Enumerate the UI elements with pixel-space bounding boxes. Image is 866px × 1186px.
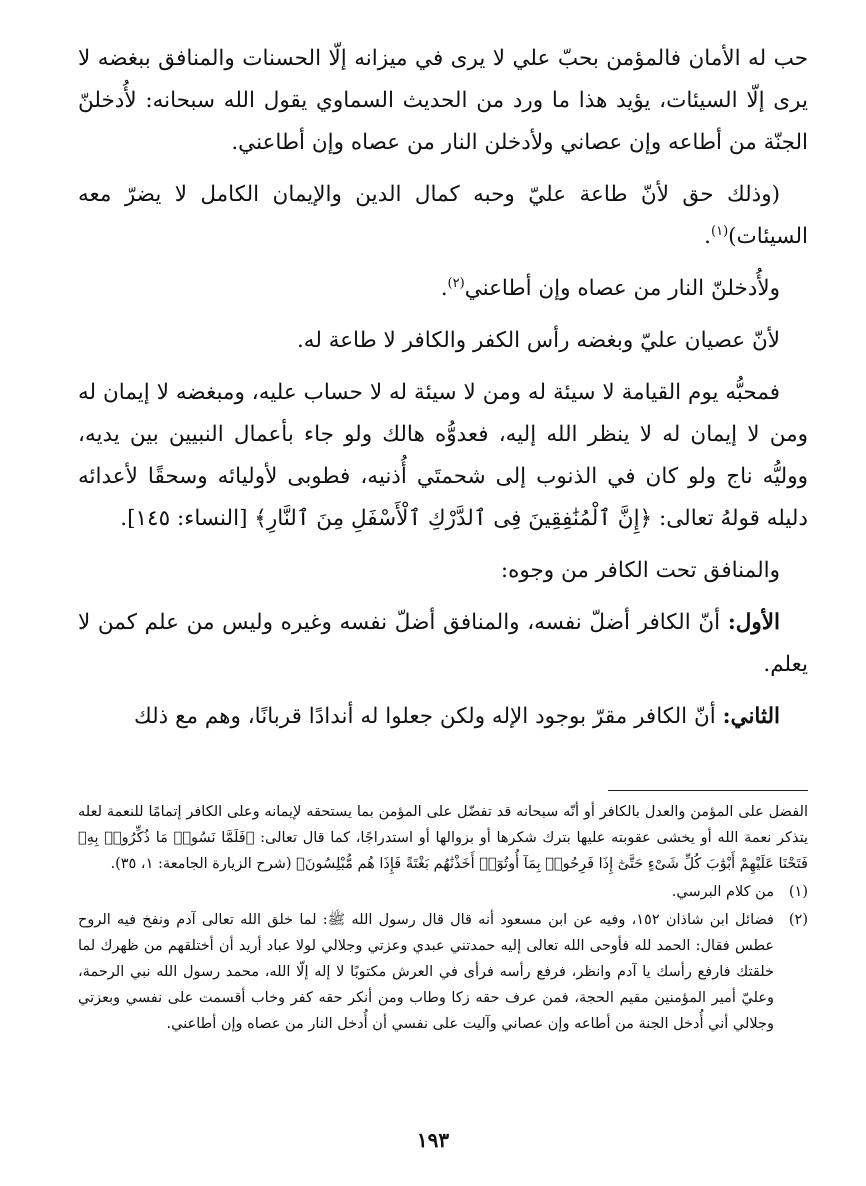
paragraph-7	[78, 602, 808, 686]
paragraph-8	[78, 696, 808, 738]
footnote-continuation: الفضل على المؤمن والعدل بالكافر أو أنّه سبحانه قد تفضّل على المؤمن بما يستحقه لإيمانه وعلى الكافر إتمامًا للنعمة لعله يتذكر نعمة الله أو يخشى عقوبته عليها بترك شكرها أو بزوالها أو استدراجًا، كما قال تعالى: ﴿فَلَمَّا نَسُوا۟ مَا ذُكِّرُوا۟ بِهِۦ فَتَحْنَا عَلَيْهِمْ أَبْوَٰبَ كُلِّ شَىْءٍ حَتَّىٰٓ إِذَا فَرِحُوا۟ بِمَآ أُوتُوٓا۟ أَخَذْنَٰهُم بَغْتَةً فَإِذَا هُم مُّبْلِسُونَ﴾ (شرح الزيارة الجامعة: ١، ٣٥).	[78, 804, 808, 872]
footnote-ref-1[interactable]: (١)	[711, 223, 729, 239]
paragraph-3-end: .	[440, 276, 448, 301]
footnote-2	[78, 907, 808, 1037]
point-first-label: الأول:	[727, 610, 780, 635]
point-second-label: الثاني:	[722, 704, 780, 729]
footnote-1-number: (١)	[788, 884, 808, 900]
paragraph-2-text: (وذلك حق لأنّ طاعة عليّ وحبه كمال الدين والإيمان الكامل لا يضرّ معه السيئات)	[78, 182, 808, 249]
paragraph-2-end: .	[704, 224, 711, 249]
paragraph-1: حب له الأمان فالمؤمن بحبّ علي لا يرى في ميزانه إلّا الحسنات والمنافق ببغضه لا يرى إلّا السيئات، يؤيد هذا ما ورد من الحديث السماوي يقول الله سبحانه: لأُدخلنّ الجنّة من أطاعه وإن عصاني ولأدخلن النار من عصاه وإن أطاعني.	[78, 46, 808, 155]
paragraph-6: والمنافق تحت الكافر من وجوه:	[500, 558, 780, 583]
footnote-2-text: فضائل ابن شاذان ١٥٢، وفيه عن ابن مسعود أنه قال قال رسول الله ﷺ: لما خلق الله تعالى آدم ونفخ فيه الروح عطس فقال: الحمد لله فأوحى الله تعالى إليه حمدتني عبدي وعزتي وجلالي لولا عباد أريد أن أختلقهم من ظهرك لما خلقتك فارفع رأسك يا آدم وانظر، فرفع رأسه فرأى في العرش مكتوبًا لا إله إلّا الله، محمد رسول الله نبي الرحمة، وعليّ أمير المؤمنين مقيم الحجة، فمن عرف حقه زكا وطاب ومن أنكر حقه كفر وخاب أقسمت على نفسي وبعزتي وجلالي أني أُدخل الجنة من أطاعه وإن عصاني وآليت على نفسي أن أُدخل النار من عصاه وإن أطاعني.	[78, 912, 774, 1032]
page-number: ١٩٣	[416, 1128, 450, 1152]
footnote-1-text: من كلام البرسي.	[671, 884, 774, 900]
main-text	[78, 38, 808, 748]
footnote-divider	[608, 790, 808, 791]
paragraph-3	[78, 268, 808, 310]
paragraph-5: فمحبُّه يوم القيامة لا سيئة له ومن لا سيئة له لا حساب عليه، ومبغضه لا إيمان له ومن لا إيمان له لا ينظر الله إليه، فعدوُّه هالك ولو جاء بأعمال النبيين بين يديه، ووليُّه ناج ولو كان في الذنوب إلى شحمتَي أُذنيه، فطوبى لأوليائه وسحقًا لأعدائه دليله قولهُ تعالى: ﴿إِنَّ ٱلْمُنَٰفِقِينَ فِى ٱلدَّرْكِ ٱلْأَسْفَلِ مِنَ ٱلنَّارِ﴾ [النساء: ١٤٥].	[78, 380, 808, 531]
footnote-1	[78, 879, 808, 905]
point-second-text: أنّ الكافر مقرّ بوجود الإله ولكن جعلوا له أندادًا قربانًا، وهم مع ذلك	[134, 704, 723, 729]
footnote-2-number: (٢)	[788, 912, 808, 928]
paragraph-2	[78, 174, 808, 258]
paragraph-3-text: ولأُدخلنّ النار من عصاه وإن أطاعني	[464, 276, 780, 301]
footnotes-section	[78, 790, 808, 1037]
footnote-ref-2[interactable]: (٢)	[447, 275, 465, 291]
point-first-text: أنّ الكافر أضلّ نفسه، والمنافق أضلّ نفسه وغيره وليس من علم كمن لا يعلم.	[78, 610, 808, 677]
paragraph-4: لأنّ عصيان عليّ وبغضه رأس الكفر والكافر لا طاعة له.	[296, 328, 780, 353]
